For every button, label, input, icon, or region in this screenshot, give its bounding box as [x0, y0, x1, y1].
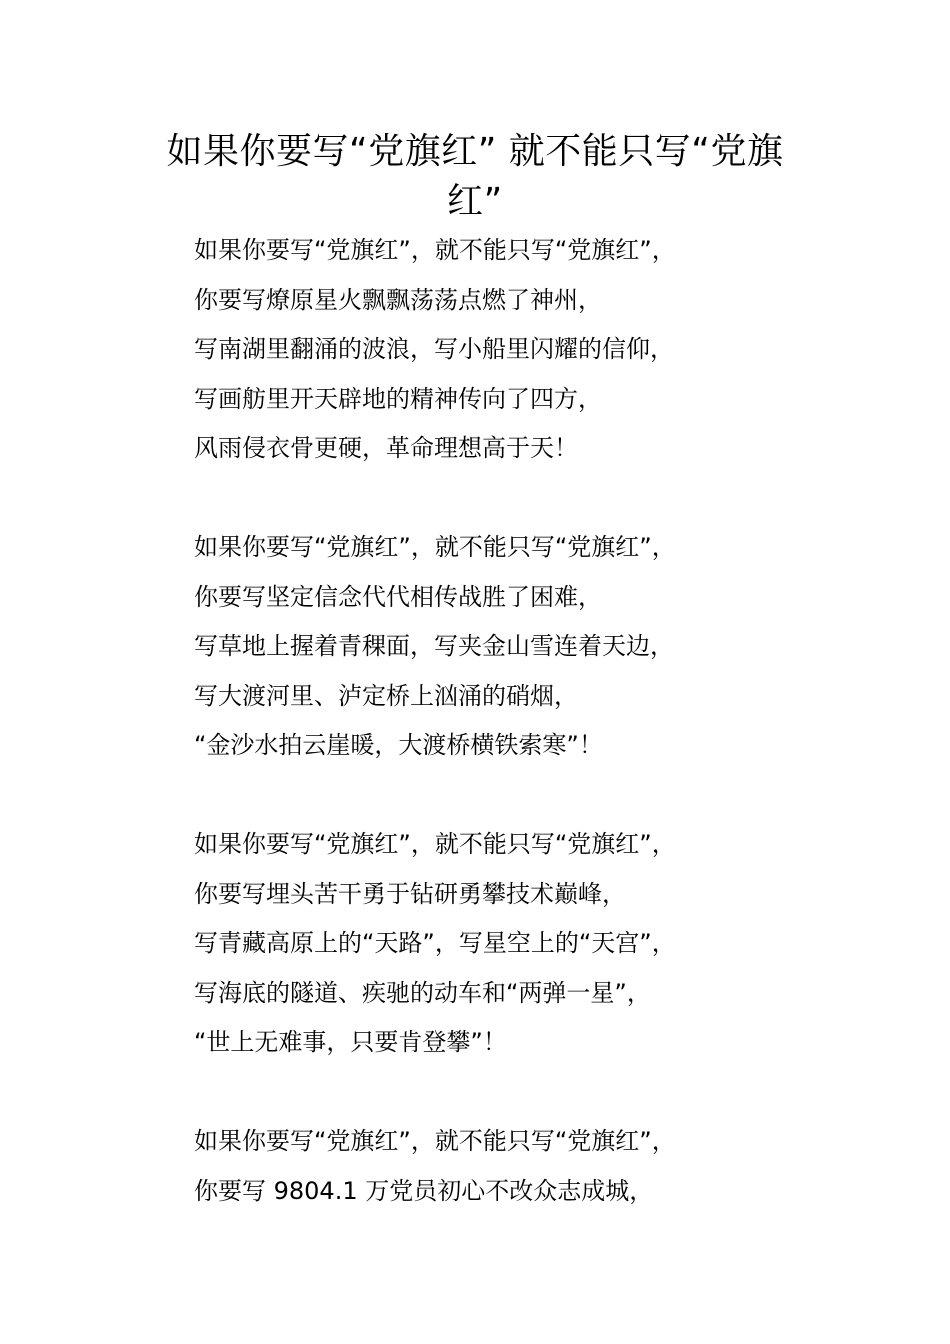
- poem-line: 写南湖里翻涌的波浪，写小船里闪耀的信仰，: [194, 335, 674, 363]
- document-title: [140, 127, 810, 227]
- poem-line: 写画舫里开天辟地的精神传向了四方，: [194, 384, 602, 413]
- poem-line: 写大渡河里、泸定桥上汹涌的硝烟，: [194, 681, 578, 710]
- poem-body: [194, 226, 814, 1216]
- poem-line: 如果你要写“党旗红”，就不能只写“党旗红”，: [194, 533, 676, 561]
- poem-line: 如果你要写“党旗红”，就不能只写“党旗红”，: [194, 830, 676, 858]
- title-line-1: 如果你要写“党旗红” 就不能只写“党旗: [166, 131, 784, 172]
- poem-line: 写草地上握着青稞面，写夹金山雪连着天边，: [194, 632, 674, 660]
- poem-line: 写海底的隧道、疾驰的动车和“两弹一星”，: [194, 978, 651, 1007]
- poem-line: 你要写燎原星火飘飘荡荡点燃了神州，: [194, 285, 602, 314]
- poem-line: 如果你要写“党旗红”，就不能只写“党旗红”，: [194, 236, 676, 264]
- poem-line: 你要写坚定信念代代相传战胜了困难，: [194, 582, 602, 611]
- title-line-2: 红”: [447, 181, 503, 222]
- poem-line: 你要写埋头苦干勇于钻研勇攀技术巅峰，: [194, 879, 626, 908]
- poem-line: 你要写 9804.1 万党员初心不改众志成城，: [194, 1176, 654, 1205]
- poem-line: “金沙水拍云崖暖，大渡桥横铁索寒”！: [194, 731, 603, 759]
- poem-line: “世上无难事，只要肯登攀”！: [194, 1028, 507, 1056]
- poem-line: 如果你要写“党旗红”，就不能只写“党旗红”，: [194, 1127, 676, 1155]
- poem-line: 写青藏高原上的“天路”，写星空上的“天宫”，: [194, 929, 676, 957]
- stanza: [194, 523, 814, 771]
- stanza: [194, 820, 814, 1068]
- stanza: [194, 226, 814, 474]
- stanza: [194, 1117, 814, 1216]
- poem-line: 风雨侵衣骨更硬，革命理想高于天！: [194, 434, 578, 462]
